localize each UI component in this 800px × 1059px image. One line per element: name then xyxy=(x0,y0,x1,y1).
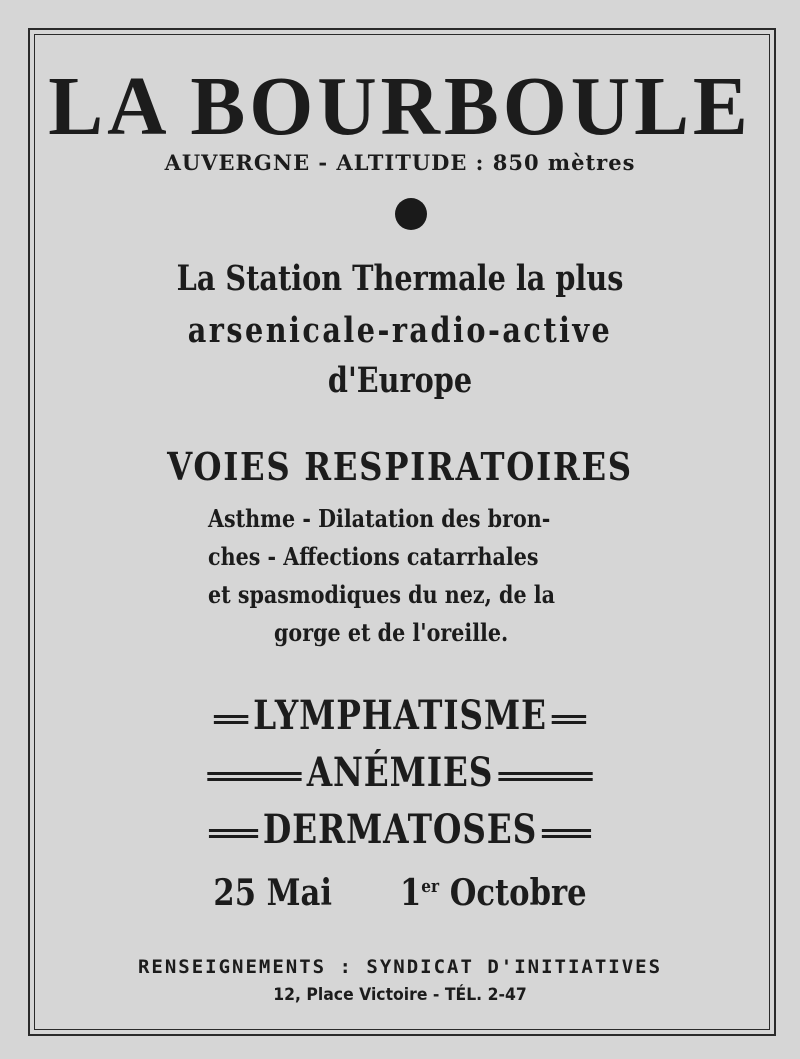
double-rule-right xyxy=(498,772,592,781)
treatment-label: LYMPHATISME xyxy=(253,692,547,739)
section-heading: VOIES RESPIRATOIRES xyxy=(167,444,633,489)
double-rule-left xyxy=(208,772,302,781)
treatment-anemies xyxy=(72,749,728,796)
season-end-suffix: er xyxy=(421,876,440,897)
season-start: 25 Mai xyxy=(213,872,332,914)
bullet-dot-icon xyxy=(395,198,427,230)
info-line: RENSEIGNEMENTS : SYNDICAT D'INITIATIVES xyxy=(137,956,663,978)
conditions-line-1: Asthme - Dilatation des bron- xyxy=(208,504,551,533)
season-end-month: Octobre xyxy=(449,872,587,914)
address-line: 12, Place Victoire - TÉL. 2-47 xyxy=(273,985,527,1005)
double-rule-right xyxy=(552,715,586,724)
double-rule-right xyxy=(542,829,591,838)
season-end-day: 1 xyxy=(399,872,422,914)
treatment-lymphatisme xyxy=(72,692,728,739)
station-line-1: La Station Thermale la plus xyxy=(176,258,624,299)
double-rule-left xyxy=(209,829,258,838)
subtitle: AUVERGNE - ALTITUDE : 850 mètres xyxy=(164,150,636,175)
station-line-3: d'Europe xyxy=(327,360,473,401)
page-title: LA BOURBOULE xyxy=(48,60,752,153)
station-line-2: arsenicale-radio-active xyxy=(187,310,613,351)
treatment-label: ANÉMIES xyxy=(306,749,494,796)
conditions-line-3: et spasmodiques du nez, de la xyxy=(208,580,555,609)
conditions-line-4: gorge et de l'oreille. xyxy=(274,618,509,647)
treatment-label: DERMATOSES xyxy=(262,806,538,853)
treatment-dermatoses xyxy=(72,806,728,853)
conditions-line-2: ches - Affections catarrhales xyxy=(208,542,539,571)
season-dates xyxy=(60,872,740,914)
double-rule-left xyxy=(214,715,248,724)
